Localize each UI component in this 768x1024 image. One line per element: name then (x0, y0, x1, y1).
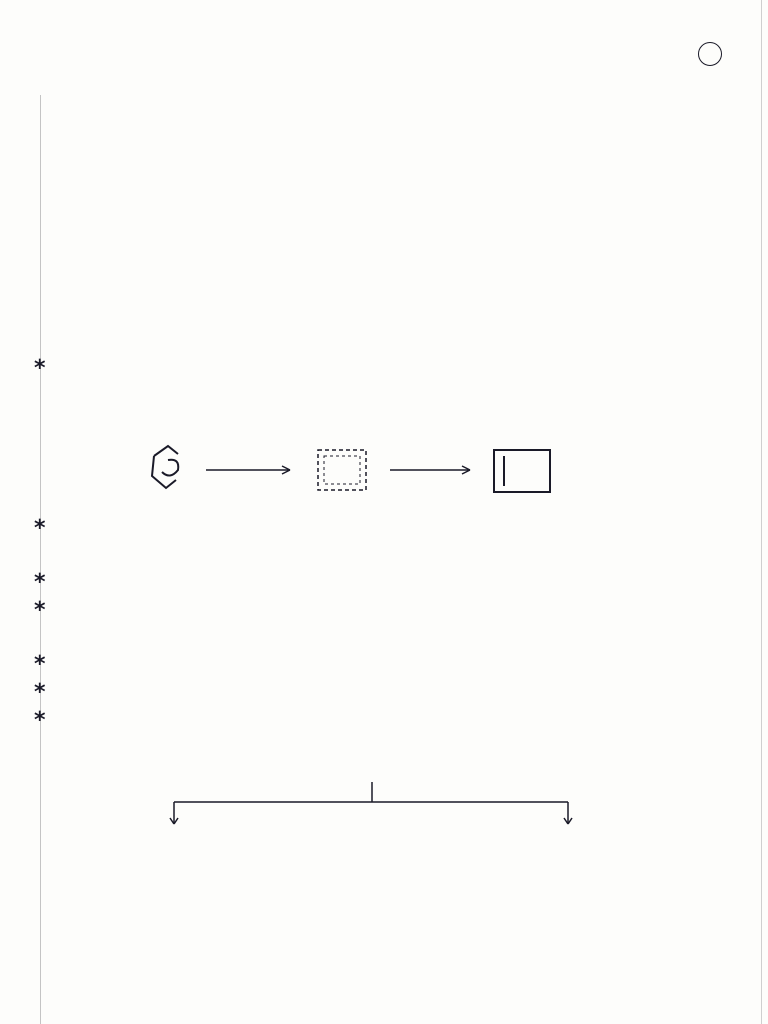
page-number (698, 42, 722, 66)
bullet-star: * (34, 708, 46, 733)
margin-line (40, 95, 41, 1024)
bullet-star: * (34, 516, 46, 541)
bullet-star: * (34, 570, 46, 595)
bullet-star: * (34, 652, 46, 677)
classification-tree-lines (160, 780, 590, 830)
bullet-star: * (34, 680, 46, 705)
product-box (494, 450, 550, 492)
page-edge (761, 0, 762, 1024)
bullet-star: * (34, 356, 46, 381)
reactant-sketch (152, 446, 178, 488)
bullet-star: * (34, 598, 46, 623)
spiral-binding (0, 0, 40, 1024)
reaction-scheme-diagram (140, 440, 580, 500)
